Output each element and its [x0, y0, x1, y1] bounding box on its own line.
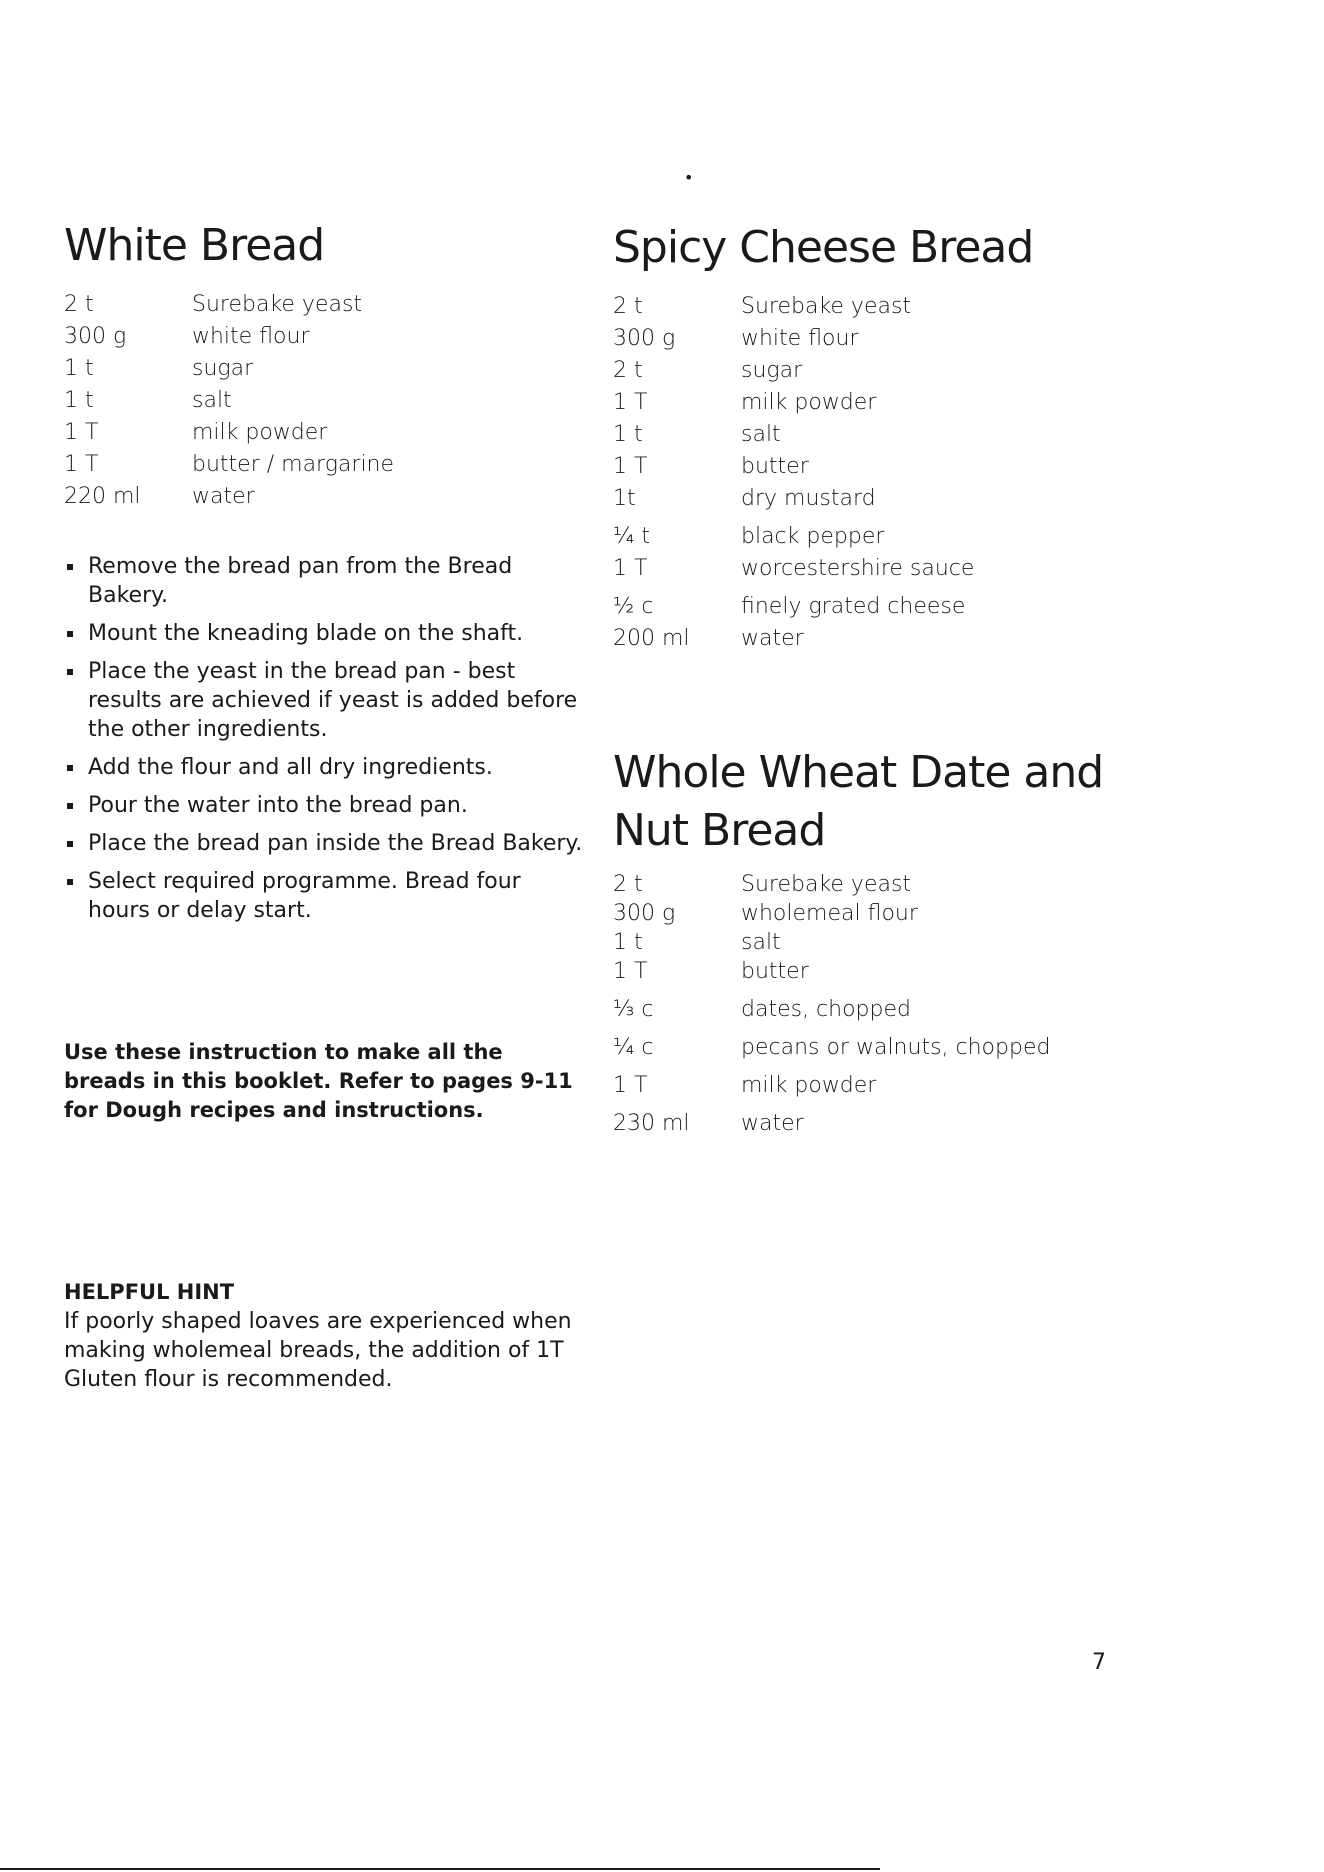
ingredient-row — [613, 1073, 1050, 1111]
ingredient-qty: 200 ml — [613, 626, 690, 652]
helpful-hint — [64, 1277, 584, 1394]
step-item: Mount the kneading blade on the shaft. — [64, 619, 588, 648]
ingredient-item: butter / margarine — [192, 452, 395, 478]
ingredient-qty: 1 T — [613, 556, 648, 582]
ingredient-row — [613, 524, 974, 556]
whole-wheat-bread-title: Whole Wheat Date and Nut Bread — [613, 747, 1104, 857]
spicy-cheese-bread-title: Spicy Cheese Bread — [613, 222, 1034, 273]
ingredient-qty: 1 T — [613, 454, 648, 480]
ingredient-row — [613, 454, 974, 486]
ingredient-item: water — [192, 484, 255, 510]
ingredient-qty: 1 t — [64, 356, 94, 382]
helpful-hint-text: If poorly shaped loaves are experienced when making wholemeal breads, the addition of 1T Gluten flour is recommended. — [64, 1309, 572, 1392]
ingredient-qty: 1 T — [613, 390, 648, 416]
ingredient-row — [613, 358, 974, 390]
instruction-note: Use these instruction to make all the breads in this booklet. Refer to pages 9-11 for Dough recipes and instructions. — [64, 1040, 573, 1122]
ingredient-row — [613, 626, 974, 658]
ingredient-item: water — [741, 626, 804, 652]
white-bread-ingredients — [64, 292, 394, 516]
ingredient-qty: 1t — [613, 486, 636, 512]
ingredient-row — [613, 901, 1050, 930]
ingredient-item: sugar — [192, 356, 254, 382]
ingredient-item: worcestershire sauce — [741, 556, 975, 582]
ingredient-qty: 220 ml — [64, 484, 141, 510]
step-item: Select required programme. Bread four hours or delay start. — [64, 867, 588, 925]
ingredient-item: sugar — [741, 358, 803, 384]
ingredient-qty: ¼ c — [613, 1035, 654, 1061]
stray-mark: • — [684, 168, 694, 187]
ingredient-item: salt — [741, 422, 781, 448]
ingredient-item: milk powder — [741, 1073, 877, 1099]
ingredient-qty: 1 T — [64, 420, 99, 446]
ingredient-row — [613, 1035, 1050, 1073]
ingredient-row — [64, 484, 394, 516]
ingredient-row — [613, 930, 1050, 959]
ingredient-qty: 1 T — [613, 1073, 648, 1099]
ingredient-qty: 2 t — [613, 872, 643, 898]
ingredient-qty: 2 t — [613, 358, 643, 384]
ingredient-row — [64, 420, 394, 452]
ingredient-qty: 1 t — [613, 930, 643, 956]
ingredient-item: wholemeal flour — [741, 901, 918, 927]
ingredient-qty: 1 T — [64, 452, 99, 478]
ingredient-item: dates, chopped — [741, 997, 911, 1023]
ingredient-qty: ½ c — [613, 594, 654, 620]
ingredient-row — [613, 486, 974, 524]
ingredient-item: pecans or walnuts, chopped — [741, 1035, 1051, 1061]
ingredient-item: Surebake yeast — [741, 294, 912, 320]
ingredient-item: salt — [741, 930, 781, 956]
step-item: Place the yeast in the bread pan - best results are achieved if yeast is added before the other ingredients. — [64, 657, 588, 744]
ingredient-row — [64, 356, 394, 388]
ingredient-row — [613, 872, 1050, 901]
step-item: Add the flour and all dry ingredients. — [64, 753, 588, 782]
ingredient-row — [64, 452, 394, 484]
ingredient-item: butter — [741, 454, 809, 480]
ingredient-row — [613, 959, 1050, 997]
ingredient-item: black pepper — [741, 524, 885, 550]
ingredient-row — [64, 388, 394, 420]
ingredient-item: milk powder — [741, 390, 877, 416]
ingredient-row — [613, 997, 1050, 1035]
ingredient-item: Surebake yeast — [192, 292, 363, 318]
ingredient-item: finely grated cheese — [741, 594, 966, 620]
ingredient-qty: 300 g — [64, 324, 127, 350]
ingredient-row — [64, 324, 394, 356]
ingredient-row — [613, 326, 974, 358]
ingredient-qty: ⅓ c — [613, 997, 654, 1023]
white-bread-steps — [64, 552, 584, 925]
ingredient-qty: 2 t — [613, 294, 643, 320]
ingredient-qty: 2 t — [64, 292, 94, 318]
spicy-cheese-ingredients — [613, 294, 974, 658]
ingredient-row — [613, 556, 974, 594]
right-column — [613, 224, 1173, 1140]
helpful-hint-title: HELPFUL HINT — [64, 1280, 235, 1304]
white-bread-section — [64, 222, 584, 934]
ingredient-item: butter — [741, 959, 809, 985]
bottom-rule — [0, 1868, 880, 1870]
ingredient-item: dry mustard — [741, 486, 876, 512]
step-item: Place the bread pan inside the Bread Bakery. — [64, 829, 588, 858]
ingredient-item: Surebake yeast — [741, 872, 912, 898]
ingredient-item: white flour — [192, 324, 310, 350]
ingredient-row — [613, 594, 974, 626]
ingredient-item: water — [741, 1111, 804, 1137]
ingredient-row — [613, 390, 974, 422]
ingredient-item: salt — [192, 388, 232, 414]
ingredient-row — [64, 292, 394, 324]
ingredient-qty: 300 g — [613, 901, 676, 927]
ingredient-qty: 230 ml — [613, 1111, 690, 1137]
ingredient-qty: 1 T — [613, 959, 648, 985]
ingredient-qty: ¼ t — [613, 524, 650, 550]
whole-wheat-ingredients — [613, 872, 1050, 1140]
ingredient-item: white flour — [741, 326, 859, 352]
page-number: 7 — [1092, 1650, 1106, 1675]
white-bread-title: White Bread — [64, 220, 325, 271]
step-item: Remove the bread pan from the Bread Bakery. — [64, 552, 588, 610]
ingredient-row — [613, 422, 974, 454]
ingredient-qty: 1 t — [613, 422, 643, 448]
ingredient-qty: 300 g — [613, 326, 676, 352]
ingredient-row — [613, 1111, 1050, 1140]
ingredient-qty: 1 t — [64, 388, 94, 414]
step-item: Pour the water into the bread pan. — [64, 791, 588, 820]
ingredient-item: milk powder — [192, 420, 328, 446]
ingredient-row — [613, 294, 974, 326]
